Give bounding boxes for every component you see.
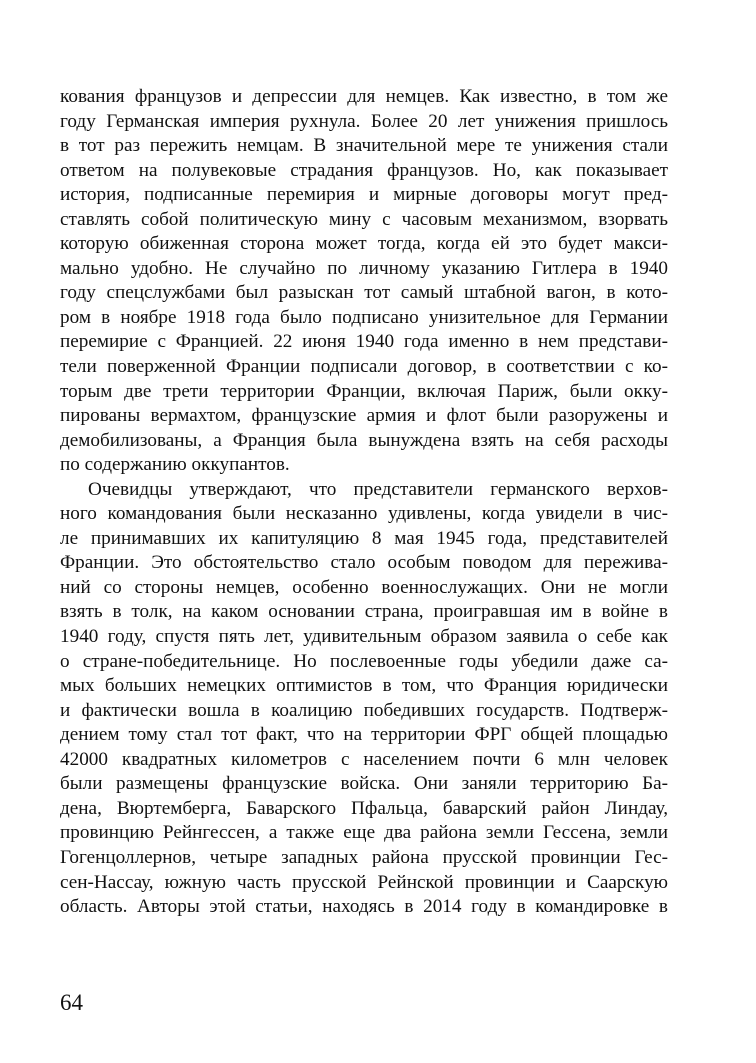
text-line: мых больших немецких оптимистов в том, что Франция юридически xyxy=(60,675,668,697)
text-line: ний со стороны немцев, особенно военнослужащих. Они не могли xyxy=(60,576,668,598)
text-line: Очевидцы утверждают, что представители германского верхов- xyxy=(88,478,668,500)
text-line: году Германская империя рухнула. Более 20 лет унижения пришлось xyxy=(60,110,668,132)
text-line: перемирие с Францией. 22 июня 1940 года именно в нем представи- xyxy=(60,331,668,353)
text-line: мально удобно. Не случайно по личному указанию Гитлера в 1940 xyxy=(60,257,668,279)
text-line: дением тому стал тот факт, что на территории ФРГ общей площадью xyxy=(60,724,668,746)
body-text xyxy=(60,85,668,920)
text-line: которую обиженная сторона может тогда, когда ей это будет макси- xyxy=(60,233,668,255)
text-line: по содержанию оккупантов. xyxy=(60,454,290,476)
text-line: были размещены французские войска. Они заняли территорию Ба- xyxy=(60,773,668,795)
text-line: о стране-победительнице. Но послевоенные годы убедили даже са- xyxy=(60,650,668,672)
text-line: область. Авторы этой статьи, находясь в 2014 году в командировке в xyxy=(60,896,668,918)
text-line: ле принимавших их капитуляцию 8 мая 1945 года, представителей xyxy=(60,527,668,549)
paragraph xyxy=(60,85,668,478)
text-line: ного командования были несказанно удивлены, когда увидели в чис- xyxy=(60,503,668,525)
text-line: и фактически вошла в коалицию победивших государств. Подтверж- xyxy=(60,699,668,721)
text-line: взять в толк, на каком основании страна, проигравшая им в войне в xyxy=(60,601,668,623)
text-line: ром в ноябре 1918 года было подписано унизительное для Германии xyxy=(60,306,668,328)
text-line: в тот раз пережить немцам. В значительной мере те унижения стали xyxy=(60,135,668,157)
page-number: 64 xyxy=(60,990,83,1015)
text-line: пированы вермахтом, французские армия и флот были разоружены и xyxy=(60,405,668,427)
text-line: 42000 квадратных километров с населением почти 6 млн человек xyxy=(60,748,668,770)
text-line: провинцию Рейнгессен, а также еще два района земли Гессена, земли xyxy=(60,822,668,844)
text-line: торым две трети территории Франции, включая Париж, были окку- xyxy=(60,380,668,402)
text-line: Гогенцоллернов, четыре западных района прусской провинции Гес- xyxy=(60,846,668,868)
text-line: 1940 году, спустя пять лет, удивительным образом заявила о себе как xyxy=(60,626,668,648)
text-line: кования французов и депрессии для немцев. Как известно, в том же xyxy=(60,86,668,107)
text-line: году спецслужбами был разыскан тот самый штабной вагон, в кото- xyxy=(60,282,668,304)
text-line: дена, Вюртемберга, Баварского Пфальца, баварский район Линдау, xyxy=(60,797,668,819)
text-line: Франции. Это обстоятельство стало особым поводом для пережива- xyxy=(60,552,668,574)
text-line: ставлять собой политическую мину с часовым механизмом, взорвать xyxy=(60,208,668,230)
text-line: тели поверженной Франции подписали договор, в соответствии с ко- xyxy=(60,356,668,378)
text-line: ответом на полувековые страдания французов. Но, как показывает xyxy=(60,159,668,181)
text-line: сен-Нассау, южную часть прусской Рейнской провинции и Саарскую xyxy=(60,871,668,893)
paragraph xyxy=(60,478,668,920)
text-line: история, подписанные перемирия и мирные договоры могут пред- xyxy=(60,184,668,206)
text-line: демобилизованы, а Франция была вынуждена взять на себя расходы xyxy=(60,429,668,451)
